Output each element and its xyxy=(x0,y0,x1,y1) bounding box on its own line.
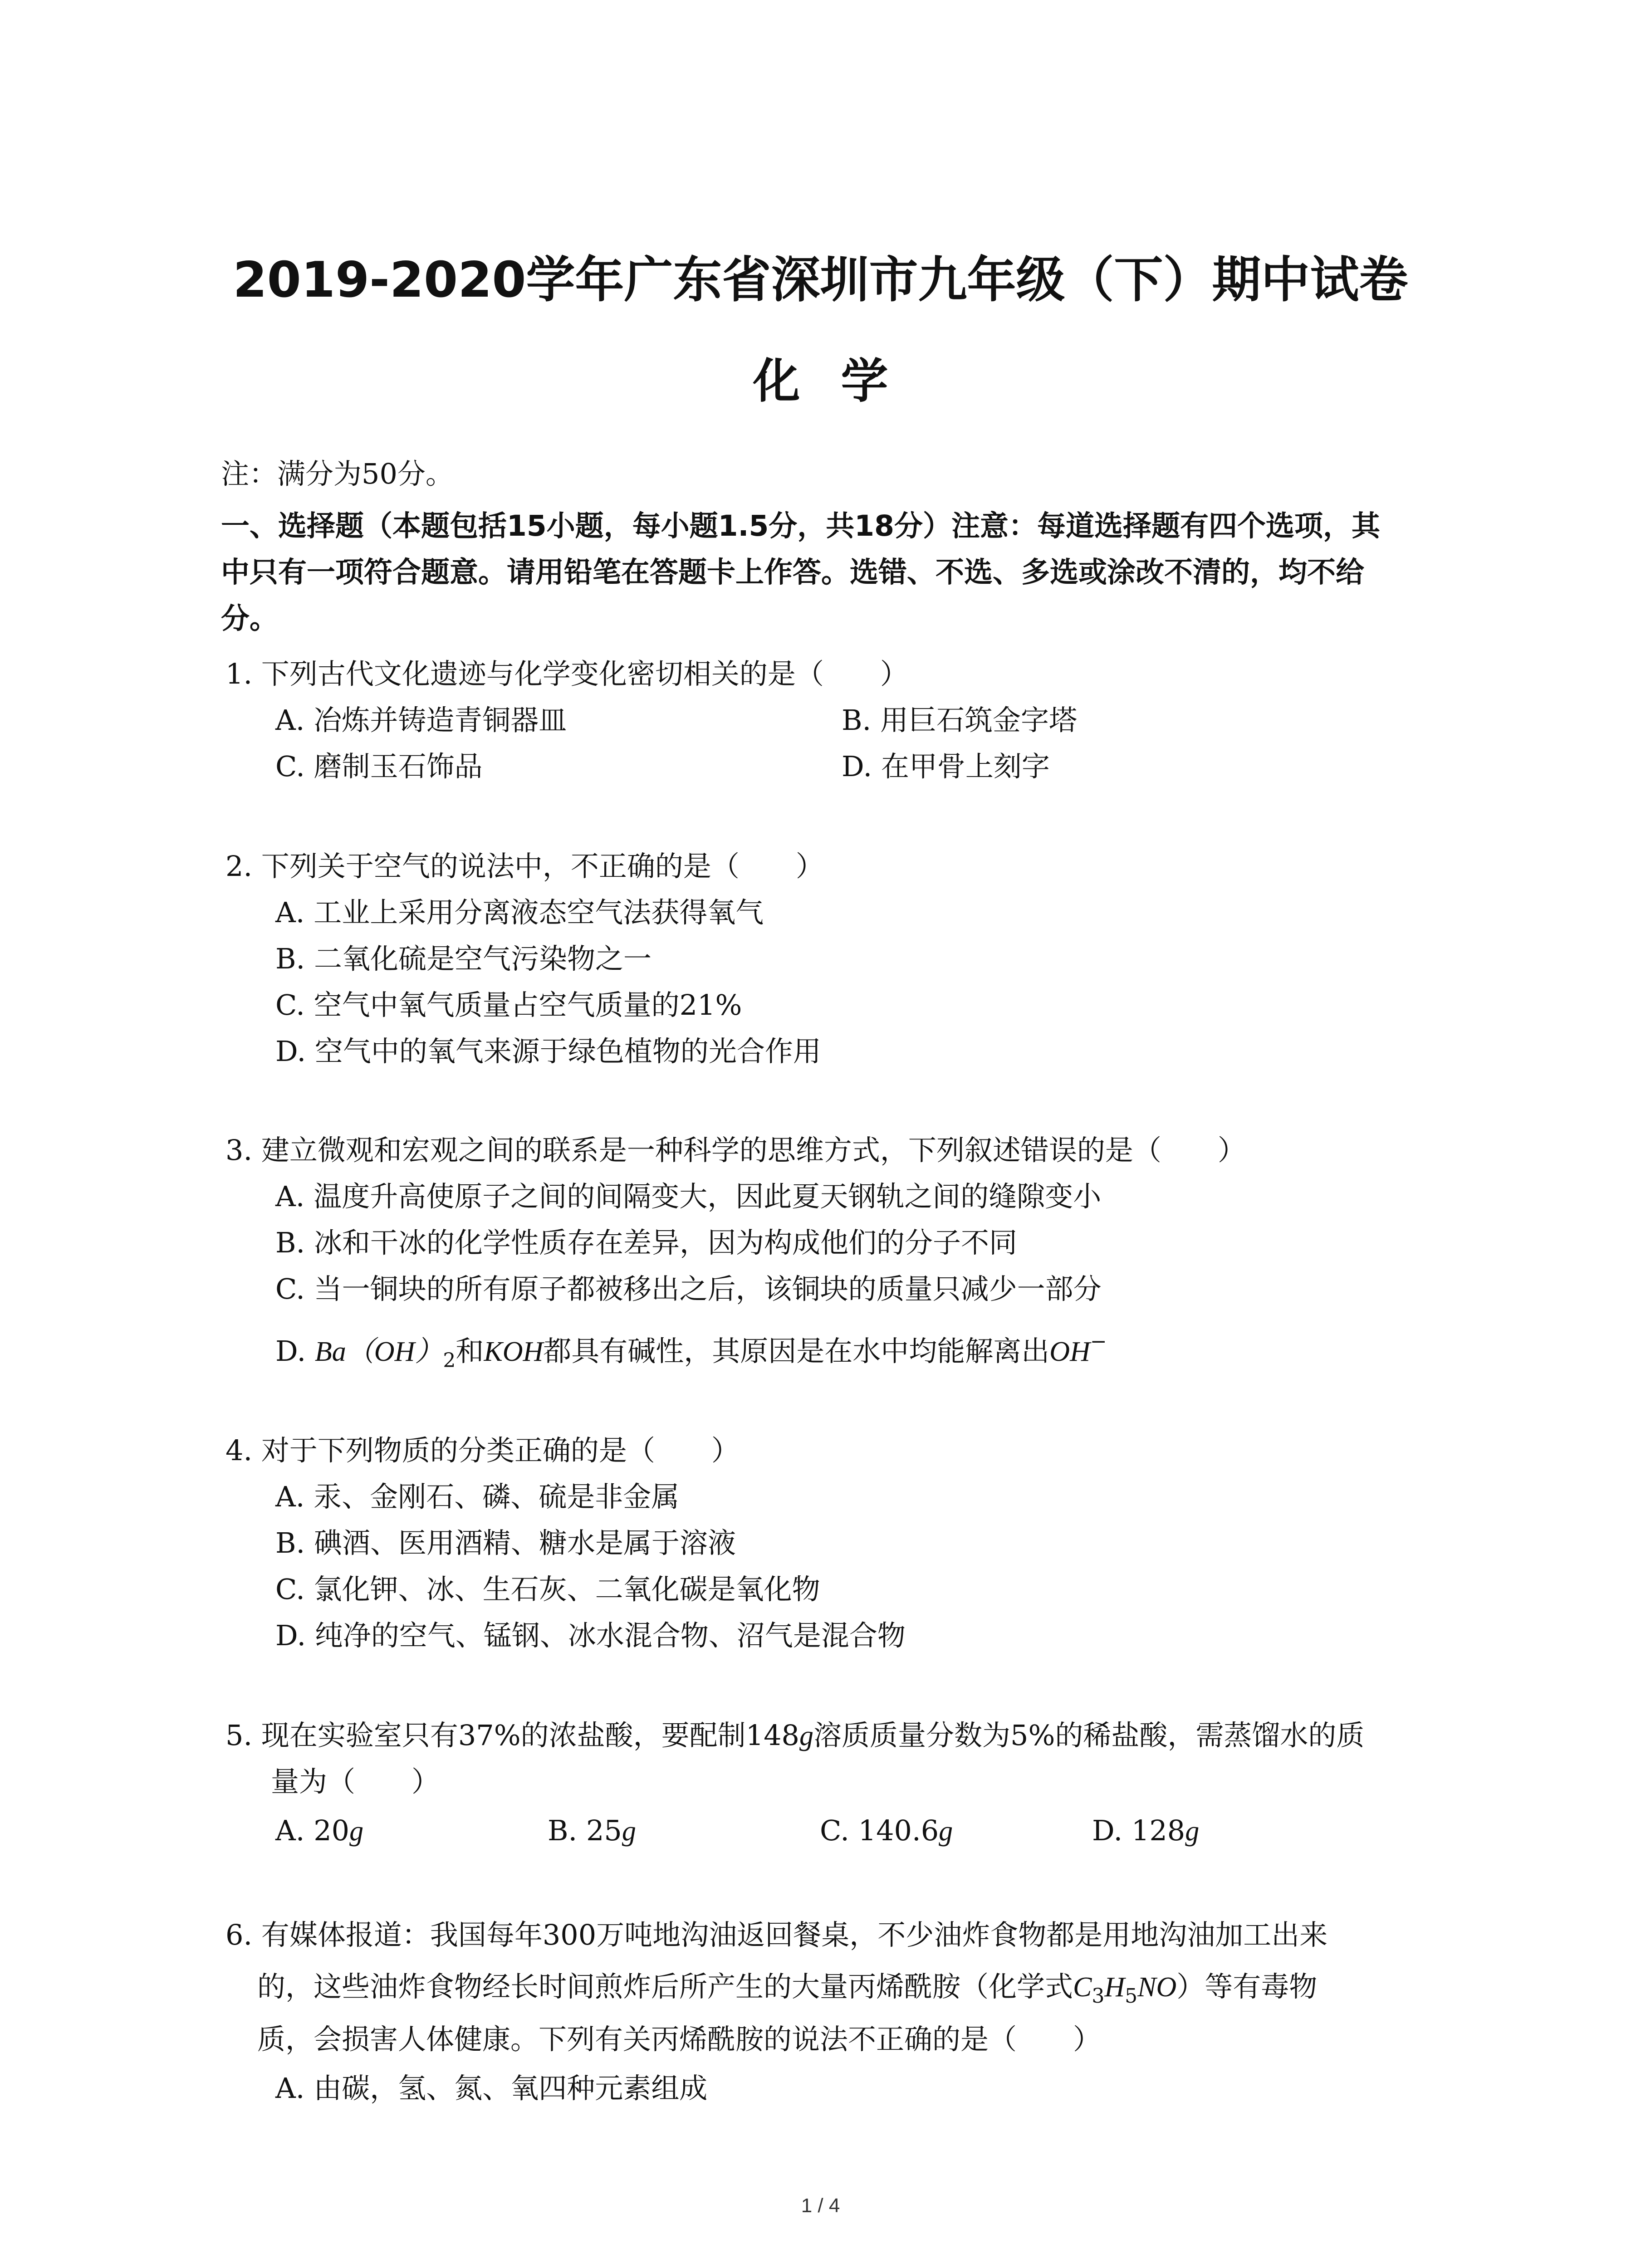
formula-superscript: − xyxy=(1090,1330,1107,1353)
question-3-option-d xyxy=(275,1324,1107,1379)
section-instruction-line-2: 中只有一项符合题意。请用铅笔在答题卡上作答。选错、不选、多选或涂改不清的，均不给 xyxy=(221,556,1364,589)
question-3-option-c: C. 当一铜块的所有原子都被移出之后，该铜块的质量只减少一部分 xyxy=(275,1272,1102,1305)
formula-subscript-3: 3 xyxy=(1092,1984,1105,2008)
stem-text: 5. 现在实验室只有37%的浓盐酸，要配制148 xyxy=(225,1719,800,1752)
option-d-prefix: D. xyxy=(275,1334,315,1368)
question-2-option-b: B. 二氧化硫是空气污染物之一 xyxy=(275,942,652,975)
formula-subscript: 2 xyxy=(443,1349,456,1372)
subject-title: 化学 xyxy=(753,353,929,409)
question-5-stem-line-1 xyxy=(225,1717,1364,1754)
unit-g: g xyxy=(1185,1816,1200,1847)
option-value: B. 25 xyxy=(548,1814,622,1847)
unit-g: g xyxy=(622,1816,636,1847)
option-d-and: 和 xyxy=(456,1334,484,1368)
stem-text: 的，这些油炸食物经长时间煎炸后所产生的大量丙烯酰胺（化学式 xyxy=(257,1970,1073,2003)
option-d-text: 都具有碱性，其原因是在水中均能解离出 xyxy=(543,1334,1050,1368)
formula-hydroxide: OH xyxy=(1049,1336,1090,1367)
formula-subscript-5: 5 xyxy=(1125,1984,1138,2008)
formula-h: H xyxy=(1104,1972,1125,2003)
exam-title: 2019-2020学年广东省深圳市九年级（下）期中试卷 xyxy=(233,252,1408,308)
page-number: 1 / 4 xyxy=(801,2195,840,2217)
question-4-option-d: D. 纯净的空气、锰钢、冰水混合物、沼气是混合物 xyxy=(275,1619,906,1652)
question-1-option-c: C. 磨制玉石饰品 xyxy=(275,750,483,783)
section-instruction-line-1: 一、选择题（本题包括15小题，每小题1.5分，共18分）注意：每道选择题有四个选项，其 xyxy=(221,509,1380,543)
question-3-option-a: A. 温度升高使原子之间的间隔变大，因此夏天钢轨之间的缝隙变小 xyxy=(275,1180,1102,1213)
stem-text-cont: ）等有毒物 xyxy=(1176,1970,1318,2003)
question-6-option-a: A. 由碳，氢、氮、氧四种元素组成 xyxy=(275,2072,708,2105)
question-5-option-c xyxy=(820,1813,953,1849)
question-4-option-c: C. 氯化钾、冰、生石灰、二氧化碳是氧化物 xyxy=(275,1573,820,1606)
question-6-stem-line-3: 质，会损害人体健康。下列有关丙烯酰胺的说法不正确的是（ ） xyxy=(257,2023,1102,2056)
stem-text-cont: 溶质质量分数为5%的稀盐酸，需蒸馏水的质 xyxy=(813,1719,1365,1752)
question-1-option-a: A. 冶炼并铸造青铜器皿 xyxy=(275,704,567,737)
formula-koh: KOH xyxy=(484,1336,544,1367)
question-1-option-d: D. 在甲骨上刻字 xyxy=(842,750,1050,783)
question-6-stem-line-1: 6. 有媒体报道：我国每年300万吨地沟油返回餐桌，不少油炸食物都是用地沟油加工出来 xyxy=(225,1918,1328,1951)
question-2-option-d: D. 空气中的氧气来源于绿色植物的光合作用 xyxy=(275,1035,821,1068)
question-4-option-b: B. 碘酒、医用酒精、糖水是属于溶液 xyxy=(275,1526,736,1559)
question-2-option-a: A. 工业上采用分离液态空气法获得氧气 xyxy=(275,896,764,929)
question-6-stem-line-2 xyxy=(257,1969,1317,2014)
question-3-stem: 3. 建立微观和宏观之间的联系是一种科学的思维方式，下列叙述错误的是（ ） xyxy=(225,1134,1246,1167)
question-2-stem: 2. 下列关于空气的说法中，不正确的是（ ） xyxy=(225,850,824,883)
option-value: A. 20 xyxy=(275,1814,350,1847)
unit-g: g xyxy=(939,1816,953,1847)
question-5-option-b xyxy=(548,1813,636,1849)
unit-g: g xyxy=(349,1816,364,1847)
formula-no: NO xyxy=(1137,1972,1177,2003)
question-5-stem-line-2: 量为（ ） xyxy=(271,1765,440,1798)
score-note: 注：满分为50分。 xyxy=(221,457,454,490)
unit-g: g xyxy=(799,1721,814,1751)
question-5-option-a xyxy=(275,1813,363,1849)
formula-oh-group: （OH） xyxy=(346,1336,443,1367)
question-2-option-c: C. 空气中氧气质量占空气质量的21% xyxy=(275,988,742,1022)
question-1-stem: 1. 下列古代文化遗迹与化学变化密切相关的是（ ） xyxy=(225,657,908,690)
formula-ba: Ba xyxy=(314,1336,346,1367)
option-value: D. 128 xyxy=(1092,1814,1185,1847)
option-value: C. 140.6 xyxy=(820,1814,939,1847)
question-1-option-b: B. 用巨石筑金字塔 xyxy=(842,704,1077,737)
section-instruction-line-3: 分。 xyxy=(221,602,278,635)
question-4-option-a: A. 汞、金刚石、磷、硫是非金属 xyxy=(275,1480,680,1513)
question-3-option-b: B. 冰和干冰的化学性质存在差异，因为构成他们的分子不同 xyxy=(275,1226,1017,1259)
question-5-option-d xyxy=(1092,1813,1199,1849)
formula-c: C xyxy=(1073,1972,1092,2003)
question-4-stem: 4. 对于下列物质的分类正确的是（ ） xyxy=(225,1434,740,1467)
